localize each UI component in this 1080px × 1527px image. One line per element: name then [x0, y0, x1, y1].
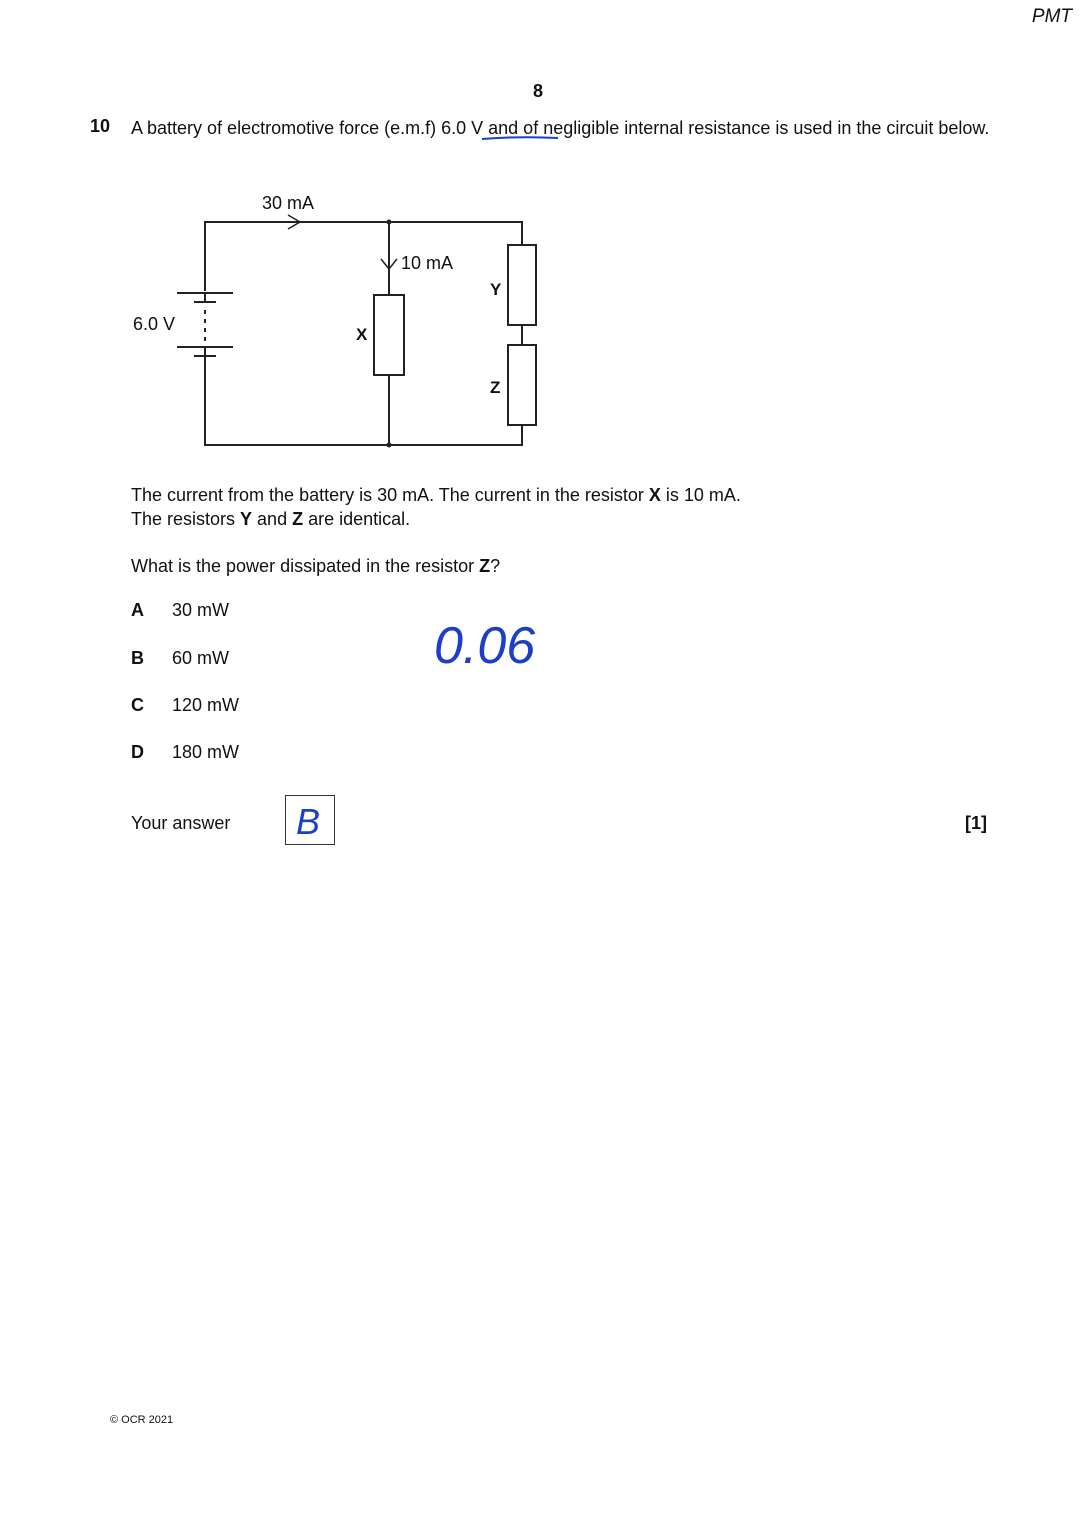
emf-label: 6.0 V	[133, 314, 176, 334]
svg-text:B: B	[296, 801, 321, 842]
page-number: 8	[533, 81, 544, 101]
resistor-x	[374, 295, 404, 375]
battery-symbol	[177, 293, 233, 356]
option-b-text: 60 mW	[172, 648, 230, 668]
svg-text:0.06: 0.06	[434, 617, 536, 675]
option-a-text: 30 mW	[172, 600, 230, 620]
resistor-y	[508, 245, 536, 325]
copyright-footer: © OCR 2021	[110, 1414, 174, 1426]
circuit-diagram	[120, 185, 560, 455]
resistor-z-label: Z	[490, 378, 501, 397]
resistor-x-label: X	[356, 325, 368, 344]
option-c-text: 120 mW	[172, 695, 240, 715]
branch-current-label: 10 mA	[401, 253, 454, 273]
option-b-letter: B	[131, 648, 144, 668]
info-line-2: The resistors Y and Z are identical.	[131, 509, 411, 529]
handwritten-working	[430, 605, 600, 675]
handwritten-underline	[480, 134, 560, 142]
info-line-1: The current from the battery is 30 mA. The current in the resistor X is 10 mA.	[131, 485, 741, 505]
marks-label: [1]	[965, 813, 987, 833]
corner-label: PMT	[1031, 6, 1072, 27]
junction-dot-bottom	[387, 443, 392, 448]
resistor-y-label: Y	[490, 280, 502, 299]
battery-current-label: 30 mA	[262, 193, 315, 213]
handwritten-answer	[286, 796, 334, 844]
option-a-letter: A	[131, 600, 144, 620]
question-prompt: What is the power dissipated in the resistor Z?	[131, 556, 501, 576]
option-d-text: 180 mW	[172, 742, 240, 762]
resistor-z	[508, 345, 536, 425]
bottom-wire	[205, 351, 522, 445]
question-number: 10	[90, 116, 111, 136]
option-c-letter: C	[131, 695, 144, 715]
top-wire	[205, 222, 522, 291]
junction-dot-top	[387, 220, 392, 225]
answer-box[interactable]	[285, 795, 335, 845]
answer-label: Your answer	[131, 813, 231, 833]
question-stem: A battery of electromotive force (e.m.f) 6.0 V and of negligible internal resistance is used in the circuit below.	[131, 118, 990, 138]
option-d-letter: D	[131, 742, 144, 762]
